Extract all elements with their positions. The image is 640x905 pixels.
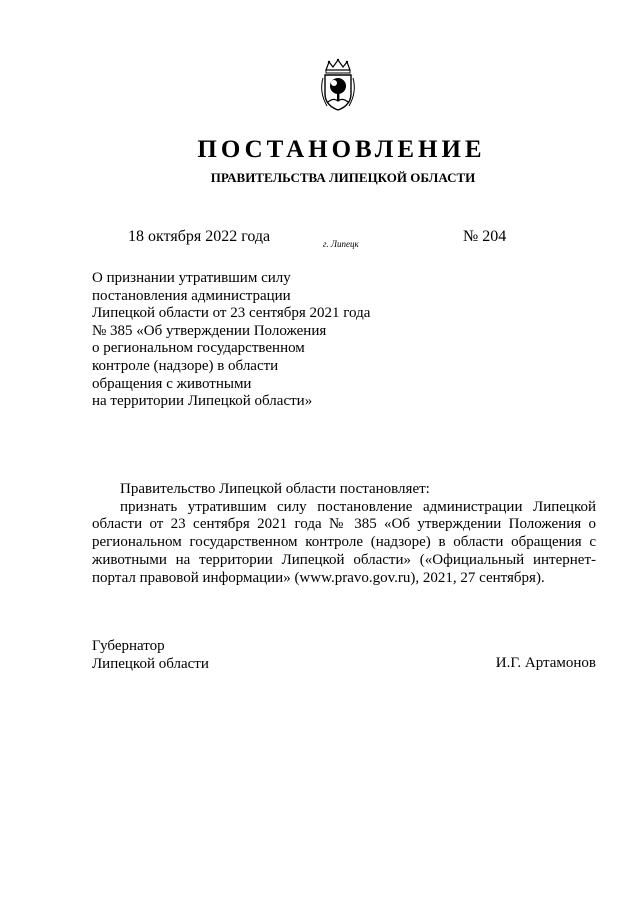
coat-of-arms-icon bbox=[318, 58, 358, 112]
document-number: № 204 bbox=[463, 228, 507, 245]
signature-position bbox=[92, 638, 209, 673]
document-city: г. Липецк bbox=[323, 239, 359, 249]
document-title: ПОСТАНОВЛЕНИЕ bbox=[197, 136, 486, 163]
subject-line: обращения с животными bbox=[92, 375, 252, 392]
subject-line: на территории Липецкой области» bbox=[92, 393, 313, 410]
body-paragraph: признать утратившим силу постановление администрации Липецкой области от 23 сентября 2021 года № 385 «Об утверждении Положения о региональном государственном контроле (надзоре) в области обращения с животными на территории Липецкой области» («Официальный интернет-портал правовой информации» (www.pravo.gov.ru), 2021, 27 сентября). bbox=[92, 498, 596, 586]
subject-line: о региональном государственном bbox=[92, 340, 305, 357]
signature-name: И.Г. Артамонов bbox=[495, 655, 596, 671]
subject-line: контроле (надзоре) в области bbox=[92, 357, 279, 374]
document-date: 18 октября 2022 года bbox=[128, 228, 271, 245]
subject-line: постановления администрации bbox=[92, 287, 291, 304]
document-body bbox=[92, 481, 596, 587]
signature-position-line: Губернатор bbox=[92, 638, 165, 654]
body-intro: Правительство Липецкой области постановляет: bbox=[120, 481, 430, 497]
document-subject bbox=[92, 270, 422, 411]
document-subtitle: ПРАВИТЕЛЬСТВА ЛИПЕЦКОЙ ОБЛАСТИ bbox=[210, 170, 476, 185]
subject-line: № 385 «Об утверждении Положения bbox=[92, 322, 327, 339]
subject-line: О признании утратившим силу bbox=[92, 270, 291, 286]
subject-line: Липецкой области от 23 сентября 2021 года bbox=[92, 305, 371, 322]
signature-position-line: Липецкой области bbox=[92, 655, 209, 672]
